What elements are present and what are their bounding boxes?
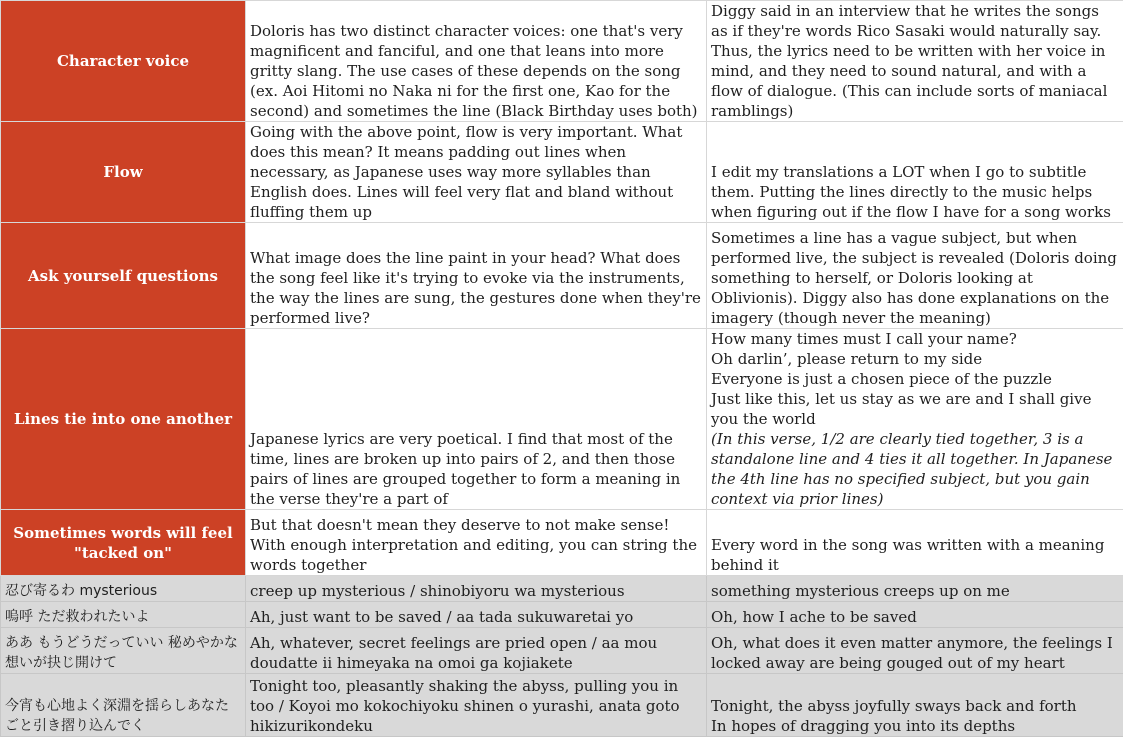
row-header-flow[interactable]: Flow	[1, 122, 246, 223]
table-row	[1, 510, 1123, 576]
cell-example[interactable]	[707, 329, 1123, 510]
lyric-line: Just like this, let us stay as we are and I shall give you the world	[711, 389, 1119, 429]
lyric-line: Oh darlin’, please return to my side	[711, 349, 1119, 369]
cell-explanation[interactable]: Doloris has two distinct character voices: one that's very magnificent and fanciful, and one that leans into more gritty slang. The use cases of these depends on the song (ex. Aoi Hitomi no Naka ni for the first one, Kao for the second) and sometimes the line (Black Birthday uses both)	[246, 1, 707, 122]
cell-romaji[interactable]: Tonight too, pleasantly shaking the abyss, pulling you in too / Koyoi mo kokochiyoku shinen o yurashi, anata goto hikizurikondeku	[246, 674, 707, 737]
lyric-line: How many times must I call your name?	[711, 329, 1119, 349]
lyric-line: Everyone is just a chosen piece of the puzzle	[711, 369, 1119, 389]
cell-japanese[interactable]: 今宵も心地よく深淵を揺らしあなたごと引き摺り込んでく	[1, 674, 246, 737]
table-row	[1, 1, 1123, 122]
cell-explanation[interactable]: Japanese lyrics are very poetical. I find that most of the time, lines are broken up into pairs of 2, and then those pairs of lines are grouped together to form a meaning in the verse they're a part of	[246, 329, 707, 510]
cell-romaji[interactable]: creep up mysterious / shinobiyoru wa mysterious	[246, 576, 707, 602]
lyric-row	[1, 674, 1123, 737]
cell-example[interactable]: Sometimes a line has a vague subject, but when performed live, the subject is revealed (Doloris doing something to herself, or Doloris looking at Oblivionis). Diggy also has done explanations on the imagery (though never the meaning)	[707, 223, 1123, 329]
cell-japanese[interactable]: ああ もうどうだっていい 秘めやかな想いが抉じ開けて	[1, 628, 246, 674]
cell-explanation[interactable]: What image does the line paint in your head? What does the song feel like it's trying to evoke via the instruments, the way the lines are sung, the gestures done when they're performed live?	[246, 223, 707, 329]
lyric-row	[1, 576, 1123, 602]
cell-japanese[interactable]: 忍び寄るわ mysterious	[1, 576, 246, 602]
cell-example[interactable]: I edit my translations a LOT when I go to subtitle them. Putting the lines directly to the music helps when figuring out if the flow I have for a song works	[707, 122, 1123, 223]
table-row	[1, 122, 1123, 223]
cell-japanese[interactable]: 嗚呼 ただ救われたいよ	[1, 602, 246, 628]
lyric-row	[1, 602, 1123, 628]
cell-english[interactable]: Oh, how I ache to be saved	[707, 602, 1123, 628]
cell-romaji[interactable]: Ah, just want to be saved / aa tada sukuwaretai yo	[246, 602, 707, 628]
cell-explanation[interactable]: But that doesn't mean they deserve to not make sense! With enough interpretation and editing, you can string the words together	[246, 510, 707, 576]
lyric-line: Tonight, the abyss joyfully sways back and forth	[711, 696, 1119, 716]
cell-example[interactable]: Every word in the song was written with a meaning behind it	[707, 510, 1123, 576]
table-row	[1, 223, 1123, 329]
cell-english[interactable]: something mysterious creeps up on me	[707, 576, 1123, 602]
cell-explanation[interactable]: Going with the above point, flow is very important. What does this mean? It means padding out lines when necessary, as Japanese uses way more syllables than English does. Lines will feel very flat and bland without fluffing them up	[246, 122, 707, 223]
cell-example[interactable]: Diggy said in an interview that he writes the songs as if they're words Rico Sasaki would naturally say. Thus, the lyrics need to be written with her voice in mind, and they need to sound natural, and with a flow of dialogue. (This can include sorts of maniacal ramblings)	[707, 1, 1123, 122]
lyric-row	[1, 628, 1123, 674]
verse-note: (In this verse, 1/2 are clearly tied together, 3 is a standalone line and 4 ties it all together. In Japanese the 4th line has no specified subject, but you gain context via prior lines)	[711, 429, 1119, 509]
cell-english[interactable]: Oh, what does it even matter anymore, the feelings I locked away are being gouged out of my heart	[707, 628, 1123, 674]
cell-romaji[interactable]: Ah, whatever, secret feelings are pried open / aa mou doudatte ii himeyaka na omoi ga kojiakete	[246, 628, 707, 674]
cell-english[interactable]	[707, 674, 1123, 737]
lyric-line: In hopes of dragging you into its depths	[711, 716, 1119, 736]
row-header-character-voice[interactable]: Character voice	[1, 1, 246, 122]
table-row	[1, 329, 1123, 510]
row-header-ask-yourself-questions[interactable]: Ask yourself questions	[1, 223, 246, 329]
row-header-tacked-on[interactable]: Sometimes words will feel "tacked on"	[1, 510, 246, 576]
row-header-lines-tie-into-one-another[interactable]: Lines tie into one another	[1, 329, 246, 510]
